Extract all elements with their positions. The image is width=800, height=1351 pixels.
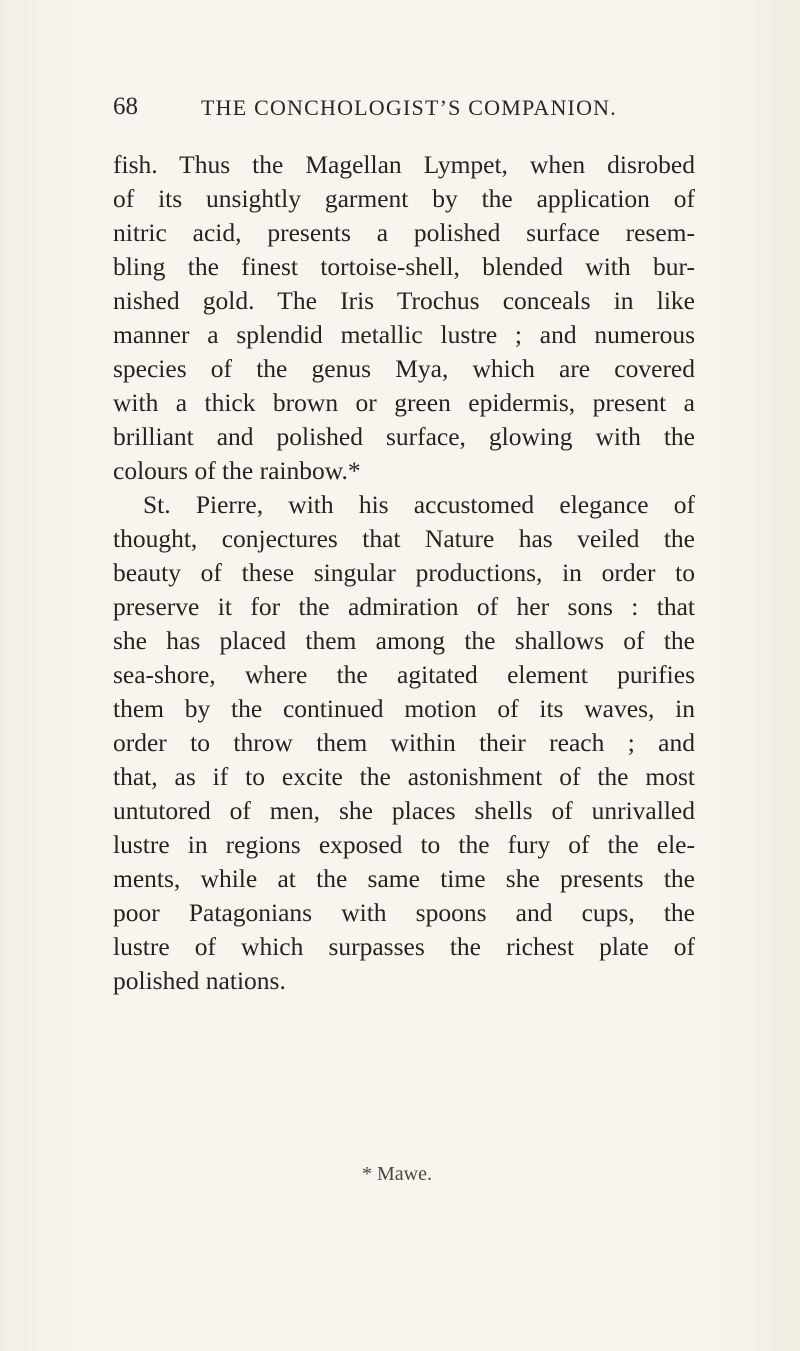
text-line: poor Patagonians with spoons and cups, the: [113, 898, 695, 927]
text-line: preserve it for the admiration of her sons : that: [113, 592, 695, 621]
text-line-paragraph-end: polished nations.: [113, 966, 286, 995]
text-line: ments, while at the same time she presents the: [113, 864, 695, 893]
text-line: beauty of these singular productions, in order to: [113, 558, 695, 587]
page-header: [113, 92, 693, 122]
page-number: 68: [113, 93, 138, 120]
text-line: with a thick brown or green epidermis, present a: [113, 388, 695, 417]
text-line: species of the genus Mya, which are covered: [113, 354, 695, 383]
running-head: THE CONCHOLOGIST’S COMPANION.: [201, 95, 617, 120]
footnote: * Mawe.: [362, 1163, 432, 1185]
text-line: nished gold. The Iris Trochus conceals in like: [113, 286, 695, 315]
text-line: brilliant and polished surface, glowing with the: [113, 422, 695, 451]
text-line: lustre in regions exposed to the fury of the ele-: [113, 830, 695, 859]
text-line: untutored of men, she places shells of unrivalled: [113, 796, 695, 825]
text-line: nitric acid, presents a polished surface resem-: [113, 218, 695, 247]
text-line: bling the finest tortoise-shell, blended with bur-: [113, 252, 695, 281]
text-line: order to throw them within their reach ; and: [113, 728, 695, 757]
text-line: sea-shore, where the agitated element purifies: [113, 660, 695, 689]
text-line-paragraph-end: colours of the rainbow.*: [113, 456, 361, 485]
text-line: lustre of which surpasses the richest plate of: [113, 932, 695, 961]
text-line: of its unsightly garment by the application of: [113, 184, 695, 213]
text-line: them by the continued motion of its waves, in: [113, 694, 695, 723]
text-line: thought, conjectures that Nature has veiled the: [113, 524, 695, 553]
text-line: manner a splendid metallic lustre ; and numerous: [113, 320, 695, 349]
body-text: [113, 148, 695, 998]
text-line: that, as if to excite the astonishment of the most: [113, 762, 695, 791]
text-line: fish. Thus the Magellan Lympet, when disrobed: [113, 150, 695, 179]
text-line: she has placed them among the shallows of the: [113, 626, 695, 655]
text-line-paragraph-start: St. Pierre, with his accustomed elegance of: [143, 490, 695, 519]
